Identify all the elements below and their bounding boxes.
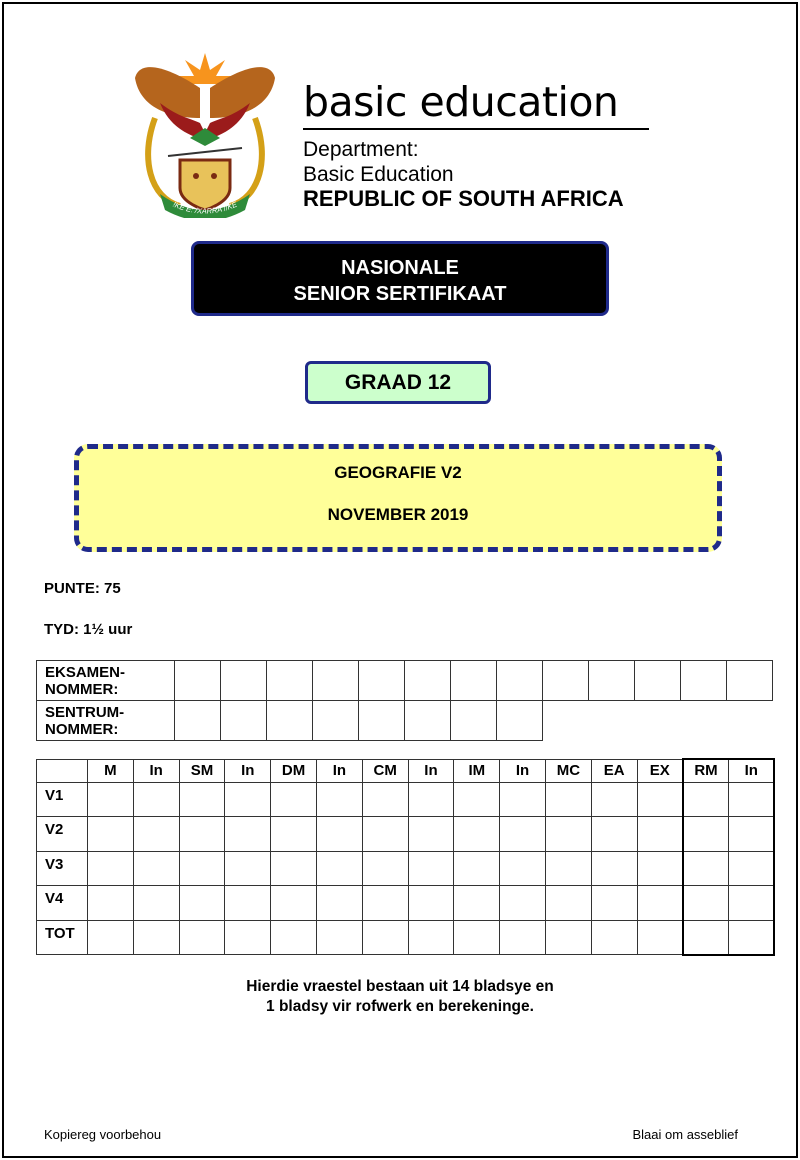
exam-number-digit-box[interactable] (405, 661, 451, 701)
mark-cell[interactable] (271, 886, 317, 921)
mark-cell[interactable] (179, 782, 225, 817)
motto-text: !KE E: /XARRA //KE (171, 199, 239, 216)
total-marks: PUNTE: 75 (44, 580, 121, 597)
mark-cell[interactable] (545, 782, 591, 817)
centre-number-digit-box[interactable] (405, 701, 451, 741)
exam-time: TYD: 1½ uur (44, 621, 133, 638)
column-header: RM (683, 759, 729, 782)
mark-cell[interactable] (225, 920, 271, 955)
mark-cell[interactable] (133, 851, 179, 886)
mark-cell[interactable] (271, 817, 317, 852)
mark-cell[interactable] (683, 920, 729, 955)
exam-session: NOVEMBER 2019 (327, 505, 469, 524)
exam-number-digit-box[interactable] (635, 661, 681, 701)
centre-number-label (37, 701, 175, 741)
country-name: REPUBLIC OF SOUTH AFRICA (303, 186, 624, 211)
mark-cell[interactable] (316, 920, 362, 955)
column-header: In (729, 759, 775, 782)
mark-cell[interactable] (316, 886, 362, 921)
mark-cell[interactable] (88, 886, 134, 921)
mark-cell[interactable] (591, 817, 637, 852)
column-header: In (225, 759, 271, 782)
exam-number-digit-box[interactable] (267, 661, 313, 701)
centre-number-digit-box[interactable] (497, 701, 543, 741)
mark-cell[interactable] (729, 851, 775, 886)
row-label: TOT (37, 920, 88, 955)
mark-cell[interactable] (454, 851, 500, 886)
row-label: V2 (37, 817, 88, 852)
mark-cell[interactable] (637, 817, 683, 852)
mark-cell[interactable] (408, 817, 454, 852)
mark-cell[interactable] (637, 782, 683, 817)
mark-cell[interactable] (591, 886, 637, 921)
mark-cell[interactable] (637, 920, 683, 955)
note-line1: Hierdie vraestel bestaan uit 14 bladsye en (246, 978, 554, 995)
row-label: V3 (37, 851, 88, 886)
mark-cell[interactable] (225, 817, 271, 852)
mark-cell[interactable] (637, 851, 683, 886)
marks-header-row (37, 759, 775, 782)
exam-number-digit-box[interactable] (221, 661, 267, 701)
mark-cell[interactable] (637, 886, 683, 921)
copyright-notice: Kopiereg voorbehou (44, 1127, 162, 1142)
marks-table (36, 758, 775, 956)
mark-cell[interactable] (88, 851, 134, 886)
mark-cell[interactable] (454, 817, 500, 852)
mark-cell[interactable] (545, 920, 591, 955)
exam-number-digit-box[interactable] (175, 661, 221, 701)
subject-name: GEOGRAFIE V2 (334, 463, 462, 482)
table-row (37, 920, 775, 955)
exam-number-digit-box[interactable] (681, 661, 727, 701)
mark-cell[interactable] (225, 886, 271, 921)
mark-cell[interactable] (408, 851, 454, 886)
mark-cell[interactable] (133, 920, 179, 955)
mark-cell[interactable] (683, 817, 729, 852)
exam-number-digit-box[interactable] (313, 661, 359, 701)
mark-cell[interactable] (133, 817, 179, 852)
mark-cell[interactable] (316, 782, 362, 817)
centre-number-label-text: SENTRUM- NOMMER: (45, 704, 125, 738)
mark-cell[interactable] (591, 920, 637, 955)
mark-cell[interactable] (316, 851, 362, 886)
mark-cell[interactable] (225, 782, 271, 817)
department-label (303, 137, 454, 187)
mark-cell[interactable] (179, 920, 225, 955)
centre-number-digit-box[interactable] (175, 701, 221, 741)
mark-cell[interactable] (454, 782, 500, 817)
column-header: M (88, 759, 134, 782)
mark-cell[interactable] (362, 886, 408, 921)
dept-line2: Basic Education (303, 163, 454, 186)
exam-number-digit-box[interactable] (359, 661, 405, 701)
mark-cell[interactable] (545, 886, 591, 921)
coat-of-arms-logo (130, 48, 280, 218)
certificate-line1: NASIONALE (341, 257, 459, 279)
turn-page-notice: Blaai om asseblief (632, 1127, 738, 1142)
mark-cell[interactable] (500, 920, 546, 955)
centre-number-digit-box[interactable] (359, 701, 405, 741)
column-header: In (500, 759, 546, 782)
column-header: IM (454, 759, 500, 782)
column-header: In (133, 759, 179, 782)
column-header: CM (362, 759, 408, 782)
mark-cell[interactable] (683, 782, 729, 817)
mark-cell[interactable] (683, 886, 729, 921)
mark-cell[interactable] (454, 920, 500, 955)
column-header: In (316, 759, 362, 782)
row-label: V4 (37, 886, 88, 921)
mark-cell[interactable] (729, 920, 775, 955)
mark-cell[interactable] (133, 886, 179, 921)
table-row (37, 782, 775, 817)
centre-number-digit-box[interactable] (451, 701, 497, 741)
mark-cell[interactable] (88, 920, 134, 955)
mark-cell[interactable] (362, 782, 408, 817)
mark-cell[interactable] (729, 782, 775, 817)
mark-cell[interactable] (500, 817, 546, 852)
mark-cell[interactable] (729, 817, 775, 852)
mark-cell[interactable] (271, 782, 317, 817)
mark-cell[interactable] (271, 851, 317, 886)
subject-box (74, 444, 722, 552)
column-header: SM (179, 759, 225, 782)
mark-cell[interactable] (88, 782, 134, 817)
mark-cell[interactable] (591, 782, 637, 817)
brand-name: basic education (303, 78, 619, 126)
mark-cell[interactable] (362, 817, 408, 852)
mark-cell[interactable] (408, 920, 454, 955)
table-row (37, 851, 775, 886)
exam-number-digit-box[interactable] (727, 661, 773, 701)
mark-cell[interactable] (500, 782, 546, 817)
centre-number-digit-box[interactable] (313, 701, 359, 741)
mark-cell[interactable] (408, 782, 454, 817)
exam-number-digit-box[interactable] (543, 661, 589, 701)
certificate-line2: SENIOR SERTIFIKAAT (293, 283, 507, 305)
dept-line1: Department: (303, 138, 419, 161)
note-line2: 1 bladsy vir rofwerk en berekeninge. (266, 998, 534, 1015)
mark-cell[interactable] (500, 851, 546, 886)
mark-cell[interactable] (362, 920, 408, 955)
mark-cell[interactable] (271, 920, 317, 955)
mark-cell[interactable] (683, 851, 729, 886)
table-row (37, 817, 775, 852)
mark-cell[interactable] (545, 817, 591, 852)
mark-cell[interactable] (316, 817, 362, 852)
exam-number-digit-box[interactable] (589, 661, 635, 701)
column-header: EX (637, 759, 683, 782)
exam-number-digit-box[interactable] (451, 661, 497, 701)
column-header: DM (271, 759, 317, 782)
column-header: MC (545, 759, 591, 782)
mark-cell[interactable] (729, 886, 775, 921)
mark-cell[interactable] (133, 782, 179, 817)
column-header: EA (591, 759, 637, 782)
mark-cell[interactable] (88, 817, 134, 852)
divider (303, 128, 649, 130)
mark-cell[interactable] (179, 886, 225, 921)
column-header: In (408, 759, 454, 782)
mark-cell[interactable] (500, 886, 546, 921)
mark-cell[interactable] (179, 817, 225, 852)
exam-number-digit-box[interactable] (497, 661, 543, 701)
page-count-note (0, 977, 800, 1017)
table-row (37, 886, 775, 921)
mark-cell[interactable] (225, 851, 271, 886)
mark-cell[interactable] (179, 851, 225, 886)
mark-cell[interactable] (408, 886, 454, 921)
centre-number-digit-box[interactable] (267, 701, 313, 741)
row-label: V1 (37, 782, 88, 817)
mark-cell[interactable] (454, 886, 500, 921)
mark-cell[interactable] (591, 851, 637, 886)
exam-number-label (37, 661, 175, 701)
grade-badge: GRAAD 12 (305, 361, 491, 404)
exam-number-table (36, 660, 773, 741)
mark-cell[interactable] (545, 851, 591, 886)
centre-number-digit-box[interactable] (221, 701, 267, 741)
mark-cell[interactable] (362, 851, 408, 886)
exam-number-label-text: EKSAMEN- NOMMER: (45, 664, 126, 698)
column-header (37, 759, 88, 782)
certificate-banner (191, 241, 609, 316)
